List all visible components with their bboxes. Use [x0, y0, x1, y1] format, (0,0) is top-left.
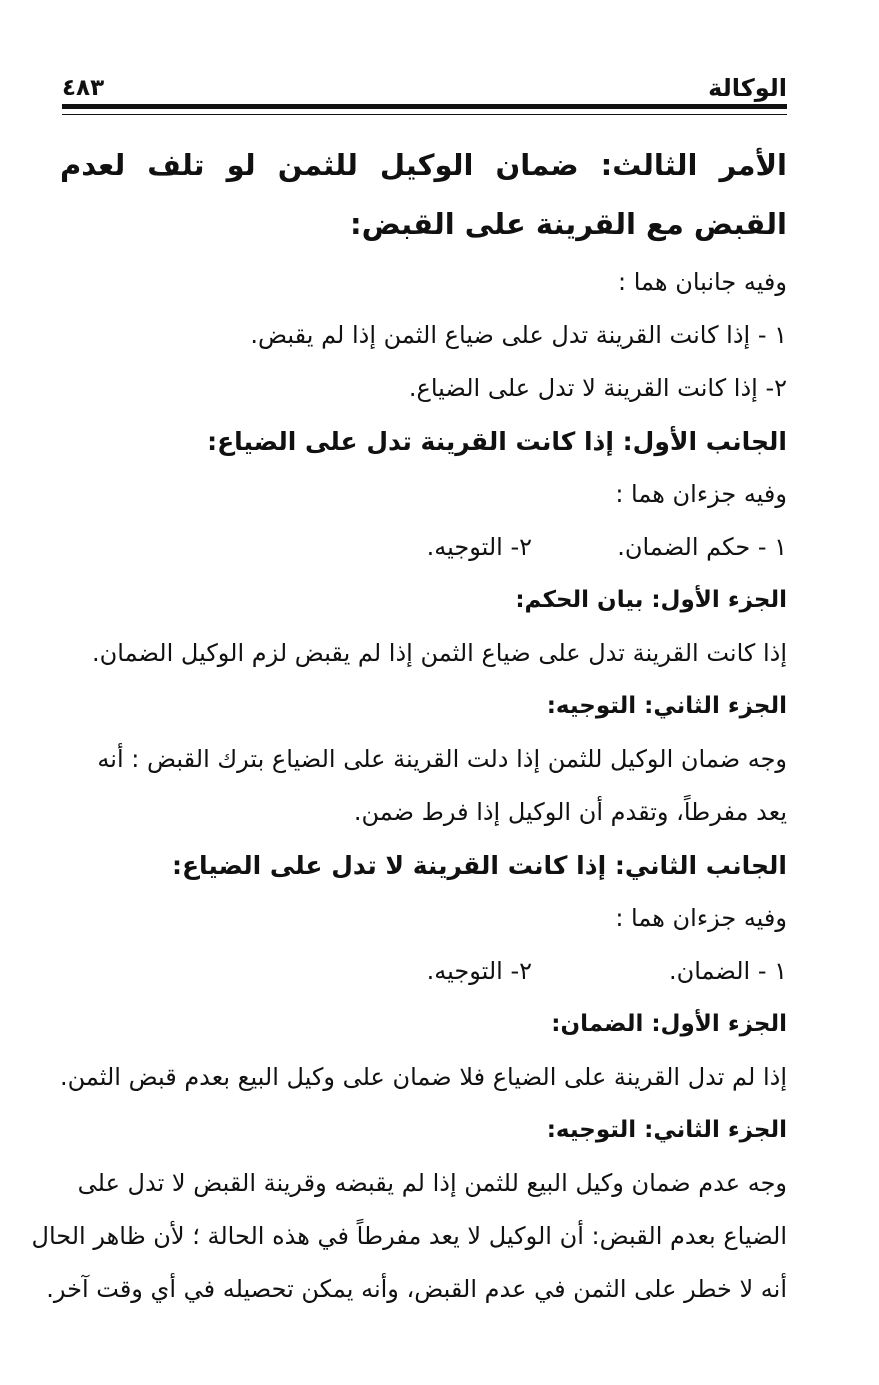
side-one-items — [60, 521, 787, 574]
page-header — [62, 70, 787, 100]
side-two-part-one-heading: الجزء الأول: الضمان: — [551, 1011, 787, 1037]
section-title: الأمر الثالث: ضمان الوكيل للثمن لو تلف لعدم القبض مع القرينة على القبض: — [60, 148, 787, 241]
page-number: ٤٨٣ — [62, 75, 105, 101]
side-two-items — [60, 945, 787, 998]
side-two-part-two-text-line-1: وجه عدم ضمان وكيل البيع للثمن إذا لم يقبضه وقرينة القبض لا تدل على — [77, 1169, 787, 1197]
side-one-intro: وفيه جزءان هما : — [615, 480, 787, 508]
side-one-part-two-text-line-2: يعد مفرطاً، وتقدم أن الوكيل إذا فرط ضمن. — [353, 798, 787, 826]
side-two-heading: الجانب الثاني: إذا كانت القرينة لا تدل على الضياع: — [171, 851, 787, 880]
side-one-part-one-text: إذا كانت القرينة تدل على ضياع الثمن إذا لم يقبض لزم الوكيل الضمان. — [92, 639, 787, 667]
side-one-part-one-heading: الجزء الأول: بيان الحكم: — [515, 587, 787, 613]
side-two-part-two-text-line-2: الضياع بعدم القبض: أن الوكيل لا يعد مفرطاً في هذه الحالة ؛ لأن ظاهر الحال — [31, 1222, 787, 1250]
side-two-part-two-text-line-3: أنه لا خطر على الثمن في عدم القبض، وأنه يمكن تحصيله في أي وقت آخر. — [46, 1275, 787, 1303]
side-one-part-two-heading: الجزء الثاني: التوجيه: — [546, 693, 787, 719]
header-thick-rule — [62, 104, 787, 109]
side-one-item-2: ٢- التوجيه. — [426, 533, 532, 561]
side-one-item-1: ١ - حكم الضمان. — [617, 533, 787, 561]
document-body — [31, 136, 787, 1316]
side-two-intro: وفيه جزءان هما : — [615, 904, 787, 932]
section-intro: وفيه جانبان هما : — [618, 268, 787, 296]
side-two-part-two-heading: الجزء الثاني: التوجيه: — [546, 1117, 787, 1143]
chapter-title: الوكالة — [708, 74, 787, 102]
side-one-heading: الجانب الأول: إذا كانت القرينة تدل على الضياع: — [207, 427, 787, 456]
side-two-item-2: ٢- التوجيه. — [426, 957, 532, 985]
section-list-item-2: ٢- إذا كانت القرينة لا تدل على الضياع. — [408, 374, 787, 402]
side-one-part-two-text-line-1: وجه ضمان الوكيل للثمن إذا دلت القرينة على الضياع بترك القبض : أنه — [97, 745, 787, 773]
section-list-item-1: ١ - إذا كانت القرينة تدل على ضياع الثمن إذا لم يقبض. — [250, 321, 787, 349]
side-two-part-one-text: إذا لم تدل القرينة على الضياع فلا ضمان على وكيل البيع بعدم قبض الثمن. — [59, 1063, 787, 1091]
side-two-item-1: ١ - الضمان. — [668, 957, 787, 985]
header-thin-rule — [62, 114, 787, 115]
